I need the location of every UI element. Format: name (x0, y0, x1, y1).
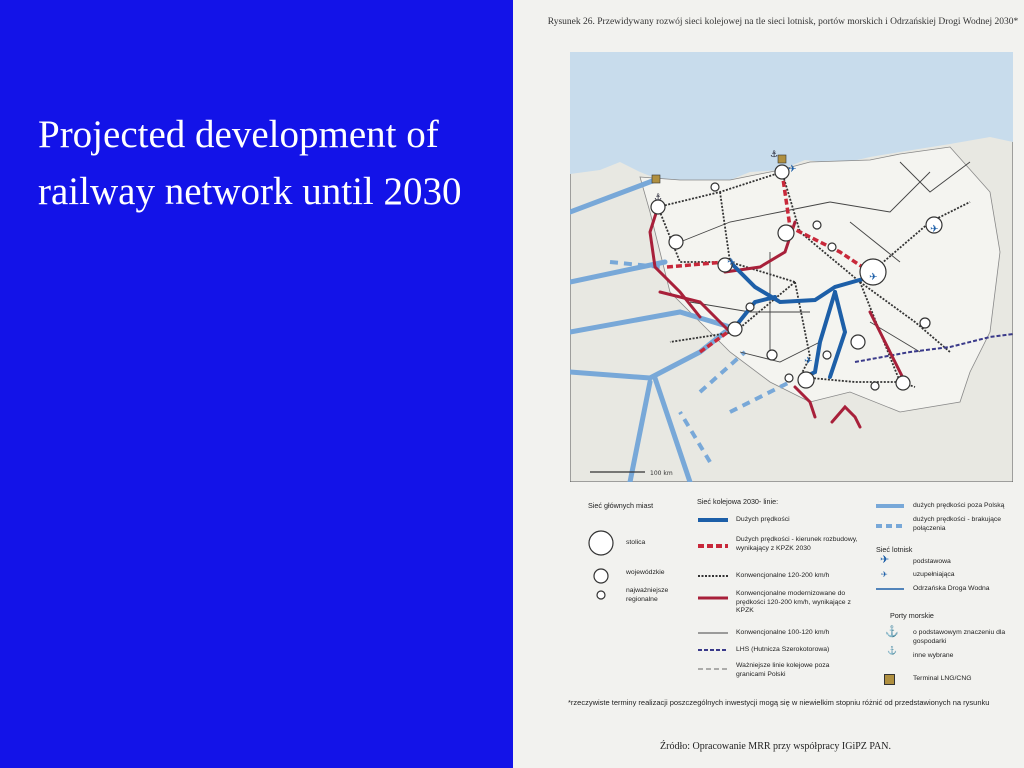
legend-city-regional: najważniejsze regionalne (626, 587, 669, 603)
airport-icon: ✈ (788, 164, 797, 175)
port-other-anchor-icon: ⚓ (887, 646, 897, 655)
legend-city-capital: stolica (626, 539, 646, 546)
airport-icon: ✈ (869, 272, 878, 283)
legend-waterway-symbol (874, 584, 908, 594)
legend-ports-title: Porty morskie (890, 611, 934, 620)
figure-caption: Rysunek 26. Przewidywany rozwój sieci kolejowej na tle sieci lotnisk, portów morskich i Odrzańskiej Drogi Wodnej 2030* (547, 17, 1019, 27)
legend-rail-conventional-120-200: Konwencjonalne 120-200 km/h (736, 572, 830, 579)
legend-city-voivodeship: wojewódzkie (626, 569, 665, 576)
legend-airport-complementary: uzupełniająca (913, 571, 955, 578)
legend-rail-title: Sieć kolejowa 2030- linie: (697, 497, 779, 506)
map-legend (568, 494, 1018, 768)
legend-cities-title: Sieć głównych miast (588, 501, 654, 510)
figure-footnote: *rzeczywiste terminy realizacji poszczególnych inwestycji mogą się w niewielkim stopniu różnić od przedstawionych na rysunku (568, 698, 990, 707)
map-figure-panel (513, 0, 1024, 768)
airport-icon: ✈ (930, 224, 939, 235)
legend-rail-symbols (696, 508, 732, 678)
legend-lng-terminal: Terminal LNG/CNG (913, 675, 972, 682)
legend-rail-highspeed: Dużych prędkości (736, 516, 790, 523)
legend-city-symbols (586, 528, 616, 638)
legend-airport-main: podstawowa (913, 558, 951, 565)
legend-rail-lhs: LHS (Hutnicza Szerokotorowa) (736, 646, 830, 653)
legend-foreign-highspeed: dużych prędkości poza Polską (913, 502, 1005, 509)
figure-source: Źródło: Opracowanie MRR przy współpracy IGiPZ PAN. (660, 741, 891, 752)
lng-terminal-icon (884, 674, 895, 685)
voivodeship-city-icon (594, 569, 608, 583)
capital-city-icon (589, 531, 613, 555)
legend-rail-foreign: Ważniejsze linie kolejowe poza granicami Polski (736, 662, 830, 678)
scale-label: 100 km (650, 470, 673, 477)
port-main-anchor-icon: ⚓ (885, 626, 899, 638)
airport-icon: ✈ (804, 356, 813, 367)
railway-map (570, 52, 1013, 482)
anchor-icon: ⚓ (770, 150, 779, 160)
regional-city-icon (597, 591, 605, 599)
lng-terminal-icon (778, 155, 786, 163)
legend-rail-highspeed-kpzk: Dużych prędkości - kierunek rozbudowy, wynikający z KPZK 2030 (736, 536, 858, 552)
airport-main-icon: ✈ (880, 554, 890, 566)
legend-rail-conventional-100-120: Konwencjonalne 100-120 km/h (736, 629, 830, 636)
airport-icon: ✈ (727, 257, 736, 268)
legend-rail-modernized: Konwencjonalne modernizowane do prędkości 120-200 km/h, wynikające z KPZK (736, 590, 851, 614)
legend-port-other: inne wybrane (913, 652, 954, 659)
slide-title: Projected development of railway network until 2030 (38, 113, 462, 213)
anchor-icon: ⚓ (654, 193, 663, 203)
legend-waterway: Odrzańska Droga Wodna (913, 585, 990, 592)
legend-port-main: o podstawowym znaczeniu dla gospodarki (913, 629, 1006, 645)
legend-foreign-missing: dużych prędkości - brakujące połączenia (913, 516, 1002, 532)
airport-complementary-icon: ✈ (881, 570, 888, 579)
legend-foreign-symbols (874, 500, 908, 530)
legend-airports-title: Sieć lotnisk (876, 545, 913, 554)
lng-terminal-icon (652, 175, 660, 183)
